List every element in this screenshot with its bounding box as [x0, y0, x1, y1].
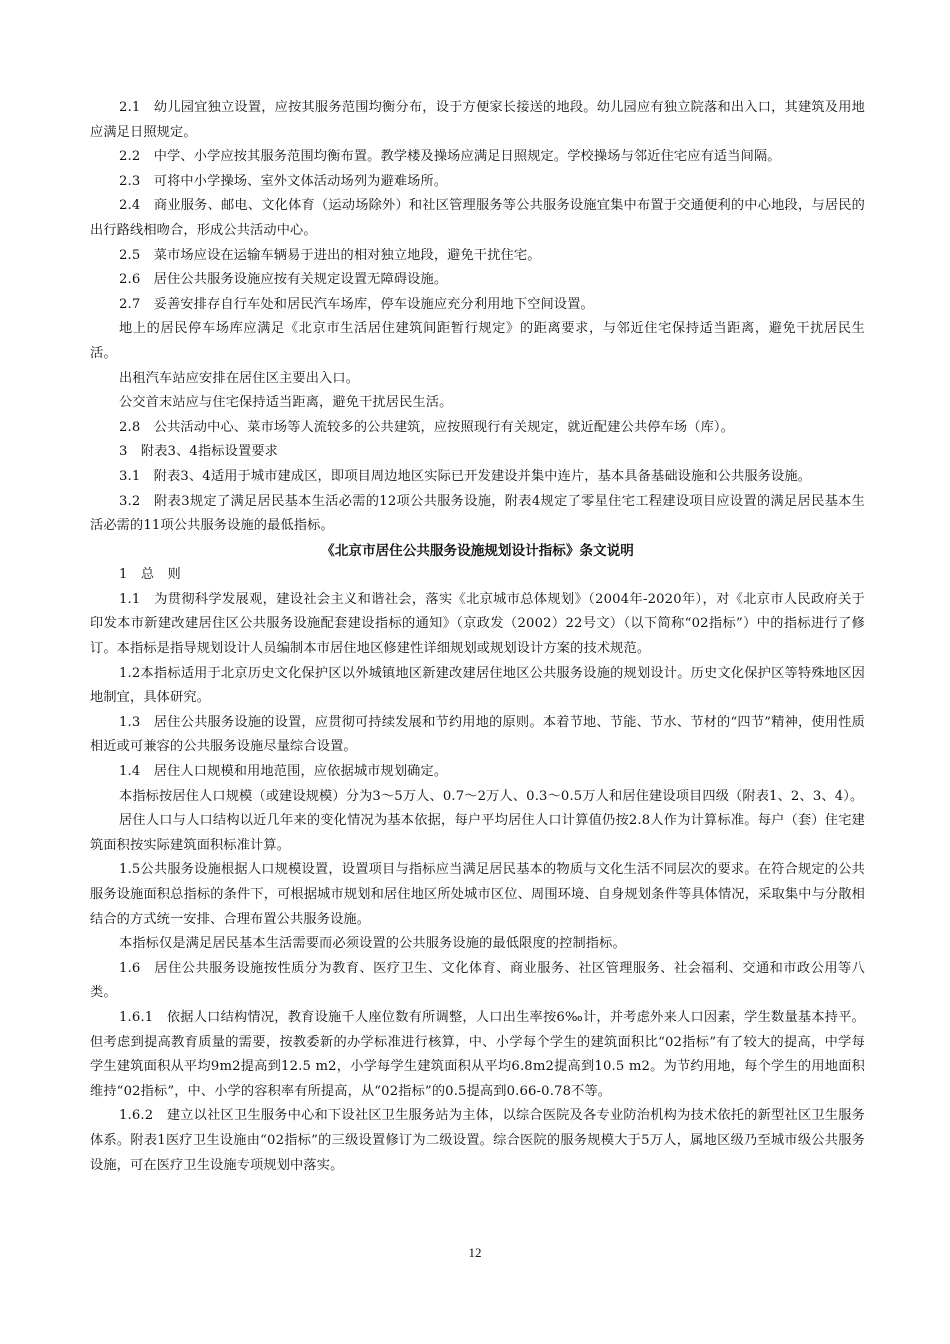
paragraph: 2.4 商业服务、邮电、文化体育（运动场除外）和社区管理服务等公共服务设施宜集中布置于交通便利的中心地段，与居民的出行路线相吻合，形成公共活动中心。	[90, 198, 865, 238]
section-title: 《北京市居住公共服务设施规划设计指标》条文说明	[321, 542, 634, 559]
paragraph: 2.7 妥善安排存自行车处和居民汽车场库，停车设施应充分利用地下空间设置。	[119, 296, 594, 312]
paragraph: 1.4 居住人口规模和用地范围，应依据城市规划确定。	[119, 764, 448, 780]
paragraph: 2.8 公共活动中心、菜市场等人流较多的公共建筑，应按照现行有关规定，就近配建公共停车场（库）。	[119, 419, 735, 435]
paragraph: 公交首末站应与住宅保持适当距离，避免干扰居民生活。	[119, 395, 453, 411]
paragraph: 1.1 为贯彻科学发展观，建设社会主义和谐社会，落实《北京城市总体规划》（2004年-2020年），对《北京市人民政府关于印发本市新建改建居住区公共服务设施配套建设指标的通知》（京政发（2002）22号文）（以下简称“02指标”）中的指标进行了修订。本指标是指导规划设计人员编制本市居住地区修建性详细规划或规划设计方案的技术规范。	[90, 591, 865, 657]
paragraph: 2.2 中学、小学应按其服务范围均衡布置。教学楼及操场应满足日照规定。学校操场与邻近住宅应有适当间隔。	[119, 149, 781, 165]
chapter-heading: 1 总 则	[119, 567, 181, 583]
section-heading: 3 附表3、4指标设置要求	[119, 444, 278, 460]
paragraph: 1.6.2 建立以社区卫生服务中心和下设社区卫生服务站为主体，以综合医院及各专业防治机构为技术依托的新型社区卫生服务体系。附表1医疗卫生设施由“02指标”的三级设置修订为二级设置。综合医院的服务规模大于5万人，属地区级乃至城市级公共服务设施，可在医疗卫生设施专项规划中落实。	[90, 1108, 865, 1173]
paragraph: 地上的居民停车场库应满足《北京市生活居住建筑间距暂行规定》的距离要求，与邻近住宅保持适当距离，避免干扰居民生活。	[90, 321, 865, 361]
paragraph: 1.2本指标适用于北京历史文化保护区以外城镇地区新建改建居住地区公共服务设施的规划设计。历史文化保护区等特殊地区因地制宜，具体研究。	[90, 665, 865, 706]
paragraph: 本指标仅是满足居民基本生活需要而必须设置的公共服务设施的最低限度的控制指标。	[119, 936, 626, 952]
paragraph: 本指标按居住人口规模（或建设规模）分为3～5万人、0.7～2万人、0.3～0.5万人和居住建设项目四级（附表1、2、3、4）。	[119, 788, 864, 804]
paragraph: 1.6 居住公共服务设施按性质分为教育、医疗卫生、文化体育、商业服务、社区管理服务、社会福利、交通和市政公用等八类。	[90, 960, 865, 1001]
paragraph: 1.5公共服务设施根据人口规模设置，设置项目与指标应当满足居民基本的物质与文化生活不同层次的要求。在符合规定的公共服务设施面积总指标的条件下，可根据城市规划和居住地区所处城市区位、周围环境、自身规划条件等具体情况，采取集中与分散相结合的方式统一安排、合理布置公共服务设施。	[90, 862, 865, 927]
paragraph: 3.1 附表3、4适用于城市建成区，即项目周边地区实际已开发建设并集中连片，基本具备基础设施和公共服务设施。	[119, 468, 812, 484]
paragraph: 3.2 附表3规定了满足居民基本生活必需的12项公共服务设施，附表4规定了零星住宅工程建设项目应设置的满足居民基本生活必需的11项公共服务设施的最低指标。	[90, 493, 865, 534]
document-body	[90, 96, 865, 1178]
paragraph: 1.6.1 依据人口结构情况，教育设施千人座位数有所调整，人口出生率按6‰计，并考虑外来人口因素，学生数量基本持平。但考虑到提高教育质量的需要，按教委新的办学标准进行核算，中、小学每个学生的建筑面积比“02指标”有了较大的提高，中学每学生建筑面积从平均9m2提高到12.5 m2，小学每学生建筑面积从平均6.8m2提高到10.5 m2。为节约用地，每个学生的用地面积维持“02指标”，中、小学的容积率有所提高，从“02指标”的0.5提高到0.66-0.78不等。	[90, 1009, 865, 1099]
paragraph: 出租汽车站应安排在居住区主要出入口。	[119, 370, 360, 386]
paragraph: 2.1 幼儿园宜独立设置，应按其服务范围均衡分布，设于方便家长接送的地段。幼儿园应有独立院落和出入口，其建筑及用地应满足日照规定。	[90, 100, 865, 140]
page-number: 12	[468, 1245, 482, 1260]
paragraph: 居住人口与人口结构以近几年来的变化情况为基本依据，每户平均居住人口计算值仍按2.8人作为计算标准。每户（套）住宅建筑面积按实际建筑面积标准计算。	[90, 813, 865, 853]
paragraph: 2.6 居住公共服务设施应按有关规定设置无障碍设施。	[119, 272, 448, 288]
paragraph: 1.3 居住公共服务设施的设置，应贯彻可持续发展和节约用地的原则。本着节地、节能、节水、节材的“四节”精神，使用性质相近或可兼容的公共服务设施尽量综合设置。	[90, 714, 865, 755]
paragraph: 2.5 菜市场应设在运输车辆易于进出的相对独立地段，避免干扰住宅。	[119, 247, 541, 263]
paragraph: 2.3 可将中小学操场、室外文体活动场列为避难场所。	[119, 173, 448, 189]
